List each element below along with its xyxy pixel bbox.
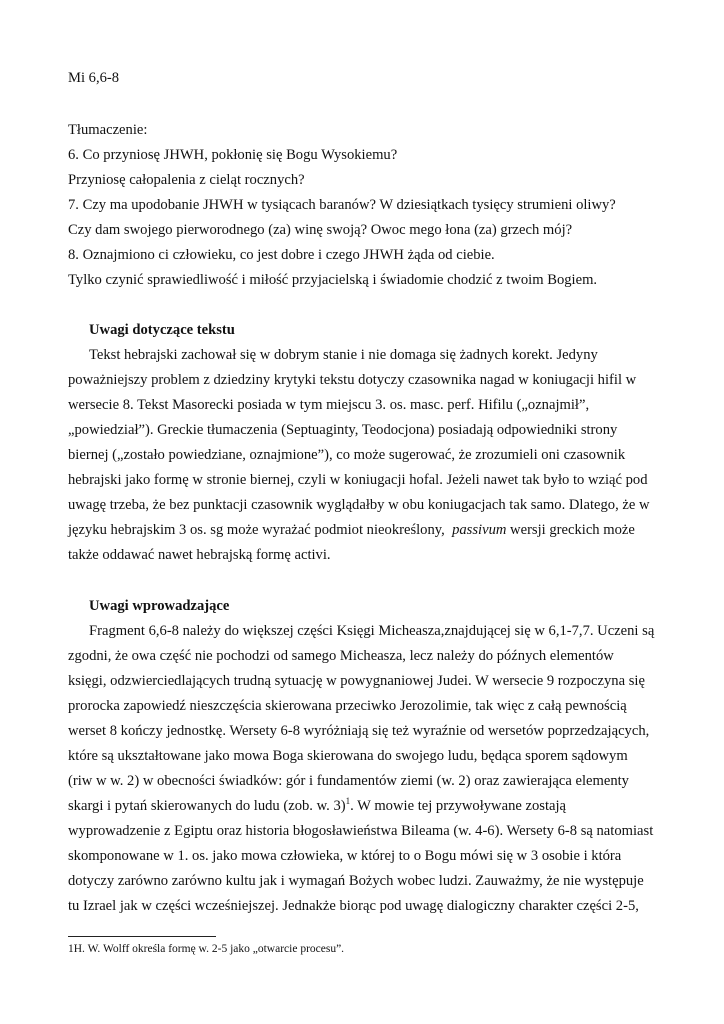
text-notes-line: poważniejszy problem z dziedziny krytyki tekstu dotyczy czasownika nagad w koniugacji hifil w: [68, 372, 637, 388]
intro-line: księgi, odzwierciedlających trudną sytuację w powygnaniowej Judei. W wersecie 9 rozpoczyna się: [68, 673, 645, 689]
text-notes-line: także oddawać nawet hebrajską formę activi.: [68, 547, 331, 563]
intro-heading: Uwagi wprowadzające: [89, 598, 230, 614]
intro-line: werset 8 kończy jednostkę. Wersety 6-8 wyróżniają się też wyraźnie od wersetów poprzedzających,: [68, 723, 650, 739]
intro-line: wyprowadzenie z Egiptu oraz historia błogosławieństwa Bileama (w. 4-6). Wersety 6-8 są natomiast: [68, 823, 654, 839]
footnote-reference[interactable]: 1: [345, 796, 351, 807]
text-notes-line: hebrajski jako formę w stronie biernej, czyli w koniugacji hofal. Jeżeli nawet tak było to wziąć pod: [68, 472, 648, 488]
intro-line: które są ukształtowane jako mowa Boga skierowana do swojego ludu, będąca sporem sądowym: [68, 748, 628, 764]
text-notes-line: uwagę trzeba, że bez punktacji czasownik wyglądałby w obu koniugacjach tak samo. Dlatego, że w: [68, 497, 650, 513]
text-notes-line: „powiedział”). Greckie tłumaczenia (Septuaginty, Teodocjona) posiadają odpowiedniki strony: [68, 422, 618, 438]
footnote-text: 1H. W. Wolff określa formę w. 2-5 jako „otwarcie procesu”.: [68, 943, 345, 955]
text-notes-heading: Uwagi dotyczące tekstu: [89, 322, 235, 338]
text-segment: wersji greckich może: [506, 522, 635, 538]
intro-line: [68, 797, 566, 815]
text-notes-line: Tekst hebrajski zachował się w dobrym stanie i nie domaga się żadnych korekt. Jedyny: [89, 347, 598, 363]
translation-line: 8. Oznajmiono ci człowieku, co jest dobre i czego JHWH żąda od ciebie.: [68, 247, 495, 263]
page-title: Mi 6,6-8: [68, 70, 120, 86]
intro-line: Fragment 6,6-8 należy do większej części Księgi Micheasza,znajdującej się w 6,1-7,7. Uczeni są: [89, 623, 655, 639]
translation-line: Przyniosę całopalenia z cieląt rocznych?: [68, 172, 305, 188]
text-notes-line: biernej („zostało powiedziane, oznajmione”), co może sugerować, że zrozumieli oni czasownik: [68, 447, 626, 463]
intro-line: skomponowane w 1. os. jako mowa człowieka, w której to o Bogu mówi się w 3 osobie i która: [68, 848, 622, 864]
translation-line: 7. Czy ma upodobanie JHWH w tysiącach baranów? W dziesiątkach tysięcy strumieni oliwy?: [68, 197, 616, 213]
text-notes-line: wersecie 8. Tekst Masorecki posiada w tym miejscu 3. os. masc. perf. Hifilu („oznajmił”,: [68, 397, 590, 413]
text-segment: języku hebrajskim 3 os. sg może wyrażać podmiot nieokreślony,: [68, 522, 453, 538]
text-segment: skargi i pytań skierowanych do ludu (zob. w. 3): [68, 798, 346, 814]
intro-line: prorocka zapowiedź nieszczęścia skierowana przeciwko Jerozolimie, tak więc z całą pewnością: [68, 698, 627, 714]
intro-line: tu Izrael jak w części wcześniejszej. Jednakże biorąc pod uwagę dialogiczny charakter części 2-5,: [68, 898, 639, 914]
intro-line: dotyczy zarówno zarówno kultu jak i wymagań Bożych wobec ludzi. Zauważmy, że nie występuje: [68, 873, 644, 889]
intro-line: (riw w w. 2) w obecności świadków: gór i fundamentów ziemi (w. 2) oraz zawierająca elementy: [68, 773, 629, 789]
translation-line: 6. Co przyniosę JHWH, pokłonię się Bogu Wysokiemu?: [68, 147, 398, 163]
footnote-divider: [68, 936, 216, 937]
translation-line: Czy dam swojego pierworodnego (za) winę swoją? Owoc mego łona (za) grzech mój?: [68, 222, 573, 238]
translation-line: Tylko czynić sprawiedliwość i miłość przyjacielską i świadomie chodzić z twoim Bogiem.: [68, 272, 598, 288]
translation-label: Tłumaczenie:: [68, 122, 148, 138]
text-notes-line: [68, 521, 635, 539]
intro-line: zgodni, że owa część nie pochodzi od samego Micheasza, lecz należy do późnych elementów: [68, 648, 614, 664]
italic-term: passivum: [452, 522, 507, 538]
text-segment: . W mowie tej przywoływane zostają: [350, 798, 567, 814]
